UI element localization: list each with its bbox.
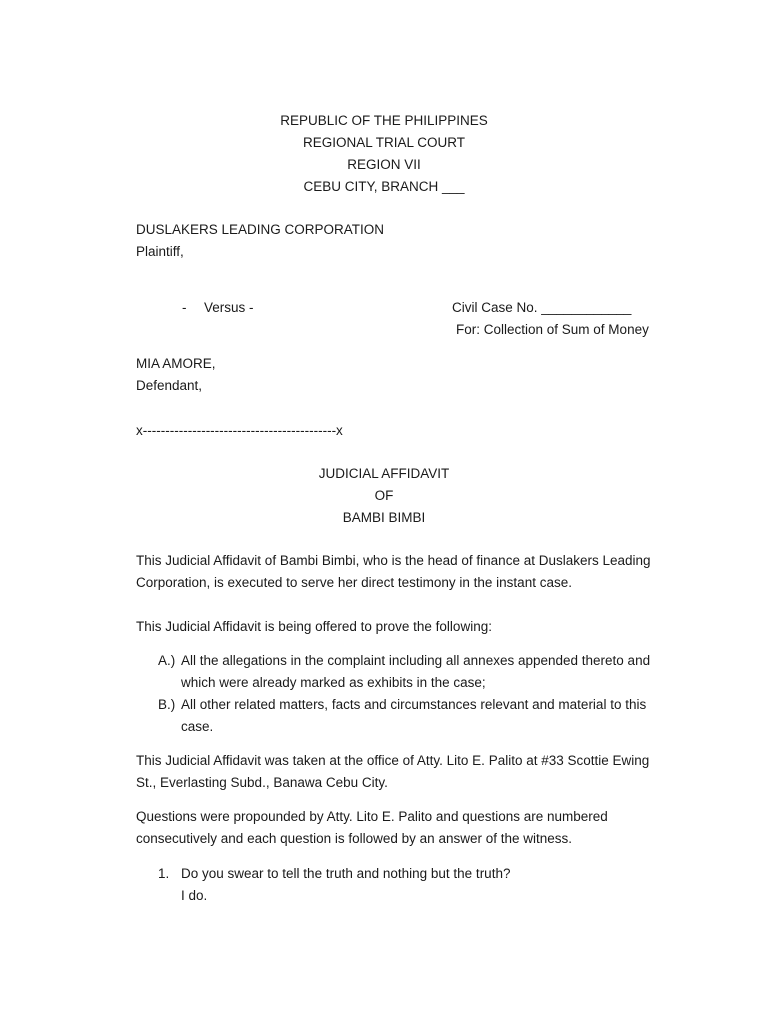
civil-case-number: Civil Case No. ____________ (452, 300, 632, 315)
question-text: Do you swear to tell the truth and nothing but the truth? (181, 866, 511, 881)
defendant-label: Defendant, (136, 378, 203, 393)
intro-paragraph: This Judicial Affidavit of Bambi Bimbi, who is the head of finance at Duslakers Leading Corporation, is executed to serve her direct testimony in the instant case. (136, 553, 651, 590)
caption-separator: x-------------------------------------------x (136, 423, 343, 438)
caption-court: REGIONAL TRIAL COURT (302, 135, 466, 150)
caption-region: REGION VII (347, 157, 421, 172)
item-text-b: All other related matters, facts and circumstances relevant and material to this case. (181, 697, 647, 734)
caption-republic: REPUBLIC OF THE PHILIPPINES (280, 113, 488, 128)
plaintiff-name: DUSLAKERS LEADING CORPORATION (136, 222, 385, 237)
case-subject: For: Collection of Sum of Money (456, 322, 649, 337)
purpose-paragraph: This Judicial Affidavit is being offered to prove the following: (136, 619, 492, 634)
versus-text: Versus - (204, 300, 254, 315)
defendant-name: MIA AMORE, (136, 356, 216, 371)
item-label-b: B.) (158, 697, 176, 712)
question-number: 1. (158, 866, 170, 881)
affiant-name: BAMBI BIMBI (342, 510, 426, 525)
questions-note-paragraph: Questions were propounded by Atty. Lito E. Palito and questions are numbered consecutively and each question is followed by an answer of the witness. (136, 809, 608, 846)
item-label-a: A.) (158, 653, 176, 668)
plaintiff-label: Plaintiff, (136, 244, 184, 259)
versus-dash: - (182, 300, 187, 315)
affidavit-title: JUDICIAL AFFIDAVIT (318, 466, 450, 481)
caption-branch: CEBU CITY, BRANCH ___ (303, 179, 465, 194)
affidavit-title-of: OF (374, 488, 394, 503)
taken-at-paragraph: This Judicial Affidavit was taken at the office of Atty. Lito E. Palito at #33 Scottie Ewing St., Everlasting Subd., Banawa Cebu City. (136, 753, 650, 790)
item-text-a: All the allegations in the complaint including all annexes appended thereto and which were already marked as exhibits in the case; (181, 653, 651, 690)
answer-text: I do. (181, 888, 208, 903)
